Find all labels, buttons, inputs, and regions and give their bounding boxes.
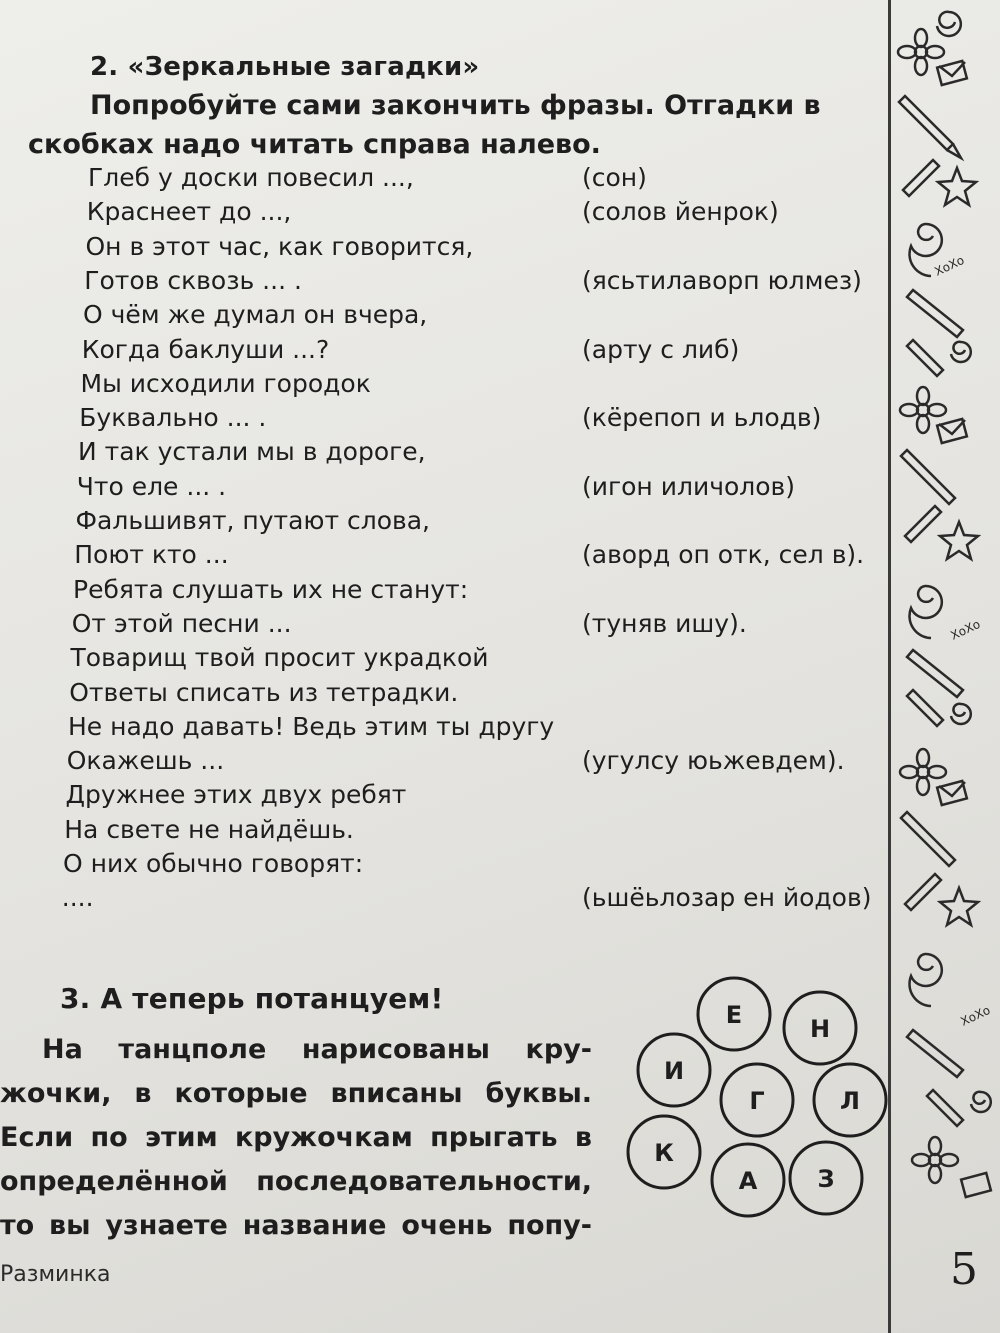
spiral-icon — [971, 1092, 991, 1112]
circle-letter: Г — [749, 1087, 765, 1115]
pencil-icon — [907, 1030, 963, 1077]
circle-letter: И — [663, 1057, 685, 1085]
crayon-icon — [905, 506, 941, 542]
riddle-line: О них обычно говорят: — [63, 849, 364, 878]
spiral-icon — [951, 704, 971, 724]
riddle-line: Буквально ... . — [79, 403, 267, 433]
riddle-line: Когда баклуши ...? — [81, 334, 330, 364]
riddle-line: О чём же думал он вчера, — [83, 300, 428, 330]
section-3-line: жочки, в которые вписаны буквы. — [0, 1078, 592, 1109]
star-icon — [938, 168, 976, 205]
pencil-icon — [901, 450, 955, 504]
crayon-icon — [905, 874, 941, 910]
star-icon — [940, 888, 978, 925]
pencil-icon — [901, 812, 955, 866]
crayon-icon — [903, 160, 939, 196]
crayon-icon — [907, 690, 943, 726]
letter-circle — [814, 1064, 886, 1136]
riddle-answer: (солов йенрок) — [582, 197, 779, 227]
star-icon — [940, 522, 978, 559]
riddle-line: Товарищ твой просит украдкой — [70, 643, 489, 673]
riddle-line: .... — [61, 883, 94, 913]
riddle-line: Поют кто ... — [74, 540, 229, 570]
circle-letter: Е — [725, 1001, 743, 1029]
decorative-margin — [893, 0, 1000, 1333]
crayon-icon — [907, 340, 943, 376]
riddle-answer: (туняв ишу). — [582, 608, 747, 638]
letter-circle — [790, 1142, 862, 1214]
flower-icon — [912, 1137, 958, 1183]
letter-circle — [784, 992, 856, 1064]
riddle-answer: (ьшёьлозар ен йодов) — [582, 883, 872, 913]
riddle-answer: (кёрепоп и ьлодв) — [582, 403, 822, 433]
letter-circle — [721, 1064, 793, 1136]
riddle-line: Не надо давать! Ведь этим ты другу — [68, 711, 555, 741]
envelope-icon — [937, 61, 967, 85]
riddle-answer: (яcьтилaвopп юлмез) — [582, 265, 862, 295]
section-3-line: то вы узнаете название очень попу- — [0, 1210, 592, 1241]
section-2-title: 2. «Зеркальные загадки» — [90, 52, 480, 82]
letter-circle — [638, 1034, 710, 1106]
riddle-line: Ответы списать из тетрадки. — [69, 677, 459, 707]
xoxo-text: XoXo — [958, 1002, 993, 1029]
page-number: 5 — [950, 1244, 978, 1295]
letter-circle — [628, 1116, 700, 1188]
letter-circle — [712, 1144, 784, 1216]
dance-floor-circles — [600, 970, 890, 1220]
spiral-icon — [951, 342, 971, 362]
section-3-line: На танцполе нарисованы кру- — [42, 1034, 592, 1065]
pencil-icon — [899, 96, 961, 158]
section-3-title: 3. А теперь потанцуем! — [60, 982, 444, 1015]
spiral-icon — [909, 586, 941, 638]
envelope-icon — [961, 1173, 991, 1197]
riddle-line: Мы исходили городок — [80, 368, 371, 398]
riddle-answer: (аворд оп отк, сел в). — [582, 540, 865, 570]
circle-letter: Л — [840, 1087, 860, 1115]
section-3-line: определённой последовательности, — [0, 1166, 592, 1197]
riddle-line: Фальшивят, путают слова, — [75, 506, 431, 535]
riddle-line: Окажешь ... — [66, 746, 225, 776]
footer-section-name: Разминка — [0, 1262, 111, 1287]
riddle-line: От этой песни ... — [71, 608, 292, 638]
riddle-line: Дружнее этих двух ребят — [65, 780, 407, 810]
pencil-icon — [907, 650, 963, 697]
riddle-line: Глеб у доски повесил ..., — [88, 163, 414, 192]
circle-letter: К — [654, 1139, 674, 1167]
riddle-line: И так устали мы в дороге, — [78, 437, 426, 467]
riddle-answer: (арту с либ) — [582, 334, 740, 364]
riddle-answer: (угулсу юьжевдем). — [582, 746, 845, 776]
section-3-line: Если по этим кружочкам прыгать в — [0, 1122, 592, 1153]
riddle-answer: (сон) — [582, 163, 647, 192]
envelope-icon — [937, 419, 967, 443]
envelope-icon — [937, 781, 967, 805]
spiral-icon — [937, 12, 961, 36]
riddle-answer: (игон иличолов) — [582, 471, 796, 501]
section-3-body — [0, 1028, 592, 1248]
xoxo-text: XoXo — [948, 616, 983, 643]
circle-letter: З — [817, 1165, 835, 1193]
circle-letter: А — [738, 1167, 758, 1195]
pencil-icon — [907, 290, 963, 337]
letter-circle — [698, 978, 770, 1050]
riddle-line: Он в этот час, как говорится, — [85, 231, 474, 261]
riddle-line: Ребята слушать их не станут: — [73, 574, 469, 604]
xoxo-text: XoXo — [932, 252, 967, 279]
riddle-line: На свете не найдёшь. — [64, 814, 354, 844]
crayon-icon — [927, 1090, 963, 1126]
circle-letter: Н — [809, 1015, 831, 1043]
section-2-intro: Попробуйте сами закончить фразы. Отгадки в скобках надо читать справа налево. — [28, 90, 821, 160]
spiral-icon — [909, 954, 941, 1006]
riddle-line: Готов сквозь ... . — [84, 265, 302, 295]
riddle-line: Краснеет до ..., — [86, 197, 292, 227]
riddle-line: Что еле ... . — [76, 471, 227, 501]
